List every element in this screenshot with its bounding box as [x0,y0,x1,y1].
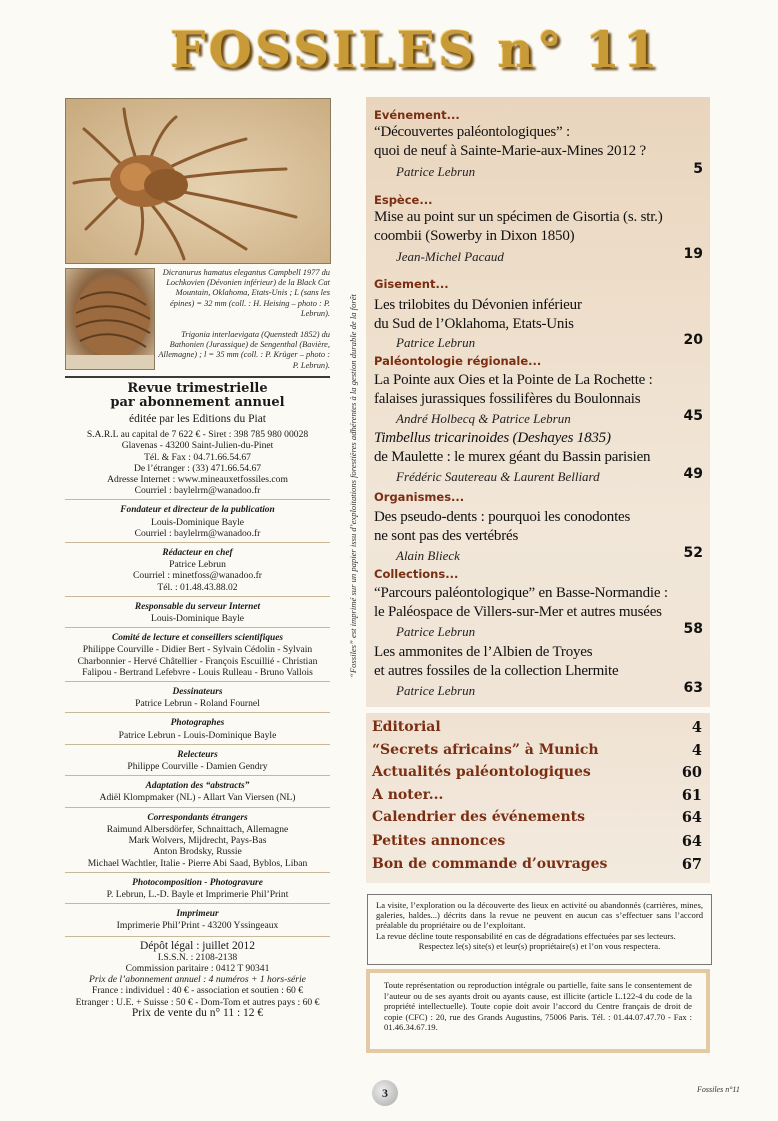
toc-page: 45 [683,408,703,424]
toc-page: 52 [683,545,703,561]
toc-page: 58 [683,621,703,637]
publisher: éditée par les Editions du Piat [128,413,266,425]
paper-note-text: “Fossiles” est imprimé sur un papier issu d’exploitations forestières adhérentes à la gestion durable de la forêt [348,294,358,678]
site-access-notice: La visite, l’exploration ou la découverte des lieux en activité ou abandonnés (carrières, mines, galeries, haldes...) décrits dans la revue ne peuvent en aucun cas s’effectuer sans l’accord préalable du propriétaire ou de l’exploitant. La revue décline toute responsabilité en cas de dégradations effectuées par ses lecteurs. Respectez le(s) site(s) et leur(s) propriétaire(s) et l’on vous respectera. [367,894,712,965]
divider [65,376,330,378]
toc-author: Jean-Michel Pacaud [396,249,504,264]
toc-section: Evénement... [374,108,460,122]
section-label: Comité de lecture et conseillers scientifiques [111,633,284,644]
credit-name: Imprimerie Phil’Print - 43200 Yssingeaux [116,920,279,932]
commission: Commission paritaire : 0412 T 90341 [125,962,270,974]
toc-section: Gisement... [374,277,449,291]
page-number: 3 [372,1080,398,1106]
copyright-notice: Toute représentation ou reproduction intégrale ou partielle, faite sans le consentement de l’auteur ou de ses ayants droit ou ayants cause, est illicite (article L.122-4 du code de la propriété intellectuelle). Toute copie doit avoir l’accord du Centre français de droit de copie (CFC) : 20, rue des Grands Augustins, 75006 Paris. Tél. : 01.44.07.47.70 - Fax : 01.46.34.67.19. [366,969,710,1053]
phone: Tél. : 01.48.43.88.02 [157,581,238,593]
toc-author: Patrice Lebrun [396,624,476,639]
address-line: De l’étranger : (33) 471.66.54.67 [133,462,262,474]
list-item[interactable]: “Secrets africains” à Munich 4 [372,742,702,759]
trilobite-photo [65,98,331,264]
website-link[interactable]: Adresse Internet : www.mineauxetfossiles.com [107,474,288,486]
issn: I.S.S.N. : 2108-2138 [157,951,238,963]
credit-name: Anton Brodsky, Russie [153,846,242,858]
email-link[interactable]: Courriel : baylelrm@wanadoo.fr [134,485,261,497]
photo-caption-bivalve: Trigonia interlaevigata (Quenstedt 1852) du Bathonien (Jurassique) de Sengenthal (Bavière, Allemagne) ; l = 35 mm (coll. : P. Krüger – photo : P. Lebrun). [158,330,330,370]
toc-author: André Holbecq & Patrice Lebrun [396,411,571,426]
section-label: Rédacteur en chef [162,548,233,559]
toc-section: Espèce... [374,193,433,207]
rubrics-list [366,713,710,883]
toc-author: Patrice Lebrun [396,164,476,179]
table-of-contents [366,97,710,707]
toc-section: Collections... [374,567,459,581]
toc-author: Patrice Lebrun [396,335,476,350]
toc-page: 63 [683,680,703,696]
address-line: Tél. & Fax : 04.71.66.54.67 [144,451,251,463]
magazine-masthead: FOSSILES n° 11 [170,20,661,79]
address-line: S.A.R.L au capital de 7 622 € - Siret : 398 785 980 00028 [86,429,309,441]
credit-name: Patrice Lebrun [169,559,226,571]
section-label: Adaptation des “abstracts” [145,781,250,792]
toc-page: 19 [683,246,703,262]
credit-name: Philippe Courville - Didier Bert - Sylvain Cédolin - Sylvain [82,644,313,656]
list-item[interactable]: Bon de commande d’ouvrages 67 [372,856,702,873]
section-label: Fondateur et directeur de la publication [120,505,275,516]
bivalve-photo [65,268,155,370]
list-item[interactable]: Actualités paléontologiques 60 [372,764,702,781]
credit-name: Charbonnier - Hervé Châtellier - François Escuillié - Christian [77,655,318,667]
list-item[interactable]: Petites annonces 64 [372,833,702,850]
section-label: Photocomposition - Photogravure [132,877,263,888]
credit-name: Michael Wachtler, Italie - Pierre Abi Saad, Byblos, Liban [87,857,308,869]
address-line: Glavenas - 43200 Saint-Julien-du-Pinet [121,440,274,452]
issue-price: Prix de vente du n° 11 : 12 € [131,1006,264,1019]
bivalve-illustration [66,269,154,369]
toc-author: Patrice Lebrun [396,683,476,698]
credit-name: P. Lebrun, L.-D. Bayle et Imprimerie Phil’Print [106,888,289,900]
list-item[interactable]: Calendrier des événements 64 [372,809,702,826]
footer-magazine: Fossiles n°11 [697,1085,740,1094]
credit-name: Adiël Klompmaker (NL) - Allart Van Viersen (NL) [99,792,296,804]
credit-name: Philippe Courville - Damien Gendry [127,761,268,773]
section-label: Responsable du serveur Internet [134,601,261,612]
list-item[interactable]: A noter... 61 [372,787,702,804]
paper-note [346,98,360,878]
toc-section: Paléontologie régionale... [374,354,542,368]
toc-page: 20 [683,332,703,348]
toc-title[interactable]: La Pointe aux Oies et la Pointe de La Rochette : falaises jurassiques fossilifères du Boulonnais [374,372,653,407]
section-label: Relecteurs [177,749,218,760]
toc-page: 49 [683,466,703,482]
price-france: France : individuel : 40 € - association et soutien : 60 € [91,985,304,997]
credit-name: Raimund Albersdörfer, Schnaittach, Allemagne [106,823,289,835]
price-abroad: Etranger : U.E. + Suisse : 50 € - Dom-Tom et autres pays : 60 € [75,996,320,1008]
toc-author: Alain Blieck [396,548,460,563]
credit-name: Patrice Lebrun - Roland Fournel [135,698,260,710]
toc-title[interactable]: “Parcours paléontologique” en Basse-Normandie : le Paléospace de Villers-sur-Mer et autres musées [374,585,668,620]
toc-title[interactable]: Les trilobites du Dévonien inférieur du Sud de l’Oklahoma, Etats-Unis [374,297,582,332]
credit-name: Mark Wolvers, Mijdrecht, Pays-Bas [128,835,267,847]
list-item[interactable]: Editorial 4 [372,719,702,736]
toc-section: Organismes... [374,490,465,504]
toc-title[interactable]: “Découvertes paléontologiques” : quoi de neuf à Sainte-Marie-aux-Mines 2012 ? [374,124,646,159]
revue-line-1: Revue trimestrielle [127,381,268,396]
trilobite-illustration [66,99,330,263]
toc-title[interactable]: Timbellus tricarinoides (Deshayes 1835) de Maulette : le murex géant du Bassin parisien [374,430,651,465]
section-label: Photographes [170,718,225,729]
toc-title[interactable]: Les ammonites de l’Albien de Troyes et autres fossiles de la collection Lhermite [374,644,619,679]
email-link[interactable]: Courriel : minetfoss@wanadoo.fr [133,570,262,582]
toc-author: Frédéric Sautereau & Laurent Belliard [396,469,600,484]
toc-title[interactable]: Mise au point sur un spécimen de Gisortia (s. str.) coombii (Sowerby in Dixon 1850) [374,209,663,244]
legal-deposit: Dépôt légal : juillet 2012 [140,939,255,952]
credit-name: Patrice Lebrun - Louis-Dominique Bayle [118,729,277,741]
email-link[interactable]: Courriel : baylelrm@wanadoo.fr [134,527,261,539]
toc-page: 5 [693,161,703,177]
masthead-credits [65,376,330,1019]
photo-caption-trilobite: Dicranurus hamatus elegantus Campbell 1977 du Lochkovien (Dévonien inférieur) de la Black Cat Mountain, Oklahoma, Etats-Unis ; L (sans les épines) = 32 mm (coll. : H. Heising – photo : P. Lebrun). [162,268,330,318]
credit-name: Louis-Dominique Bayle [151,516,244,528]
section-label: Imprimeur [176,909,219,920]
subscription-price: Prix de l’abonnement annuel : 4 numéros + 1 hors-série [89,974,306,986]
section-label: Dessinateurs [172,687,223,698]
section-label: Correspondants étrangers [147,812,248,823]
credit-name: Louis-Dominique Bayle [151,613,244,625]
toc-title[interactable]: Des pseudo-dents : pourquoi les conodontes ne sont pas des vertébrés [374,509,631,544]
revue-line-2: par abonnement annuel [110,395,285,410]
credit-name: Falipou - Bertrand Lefebvre - Louis Rulleau - Bruno Vallois [82,666,313,678]
